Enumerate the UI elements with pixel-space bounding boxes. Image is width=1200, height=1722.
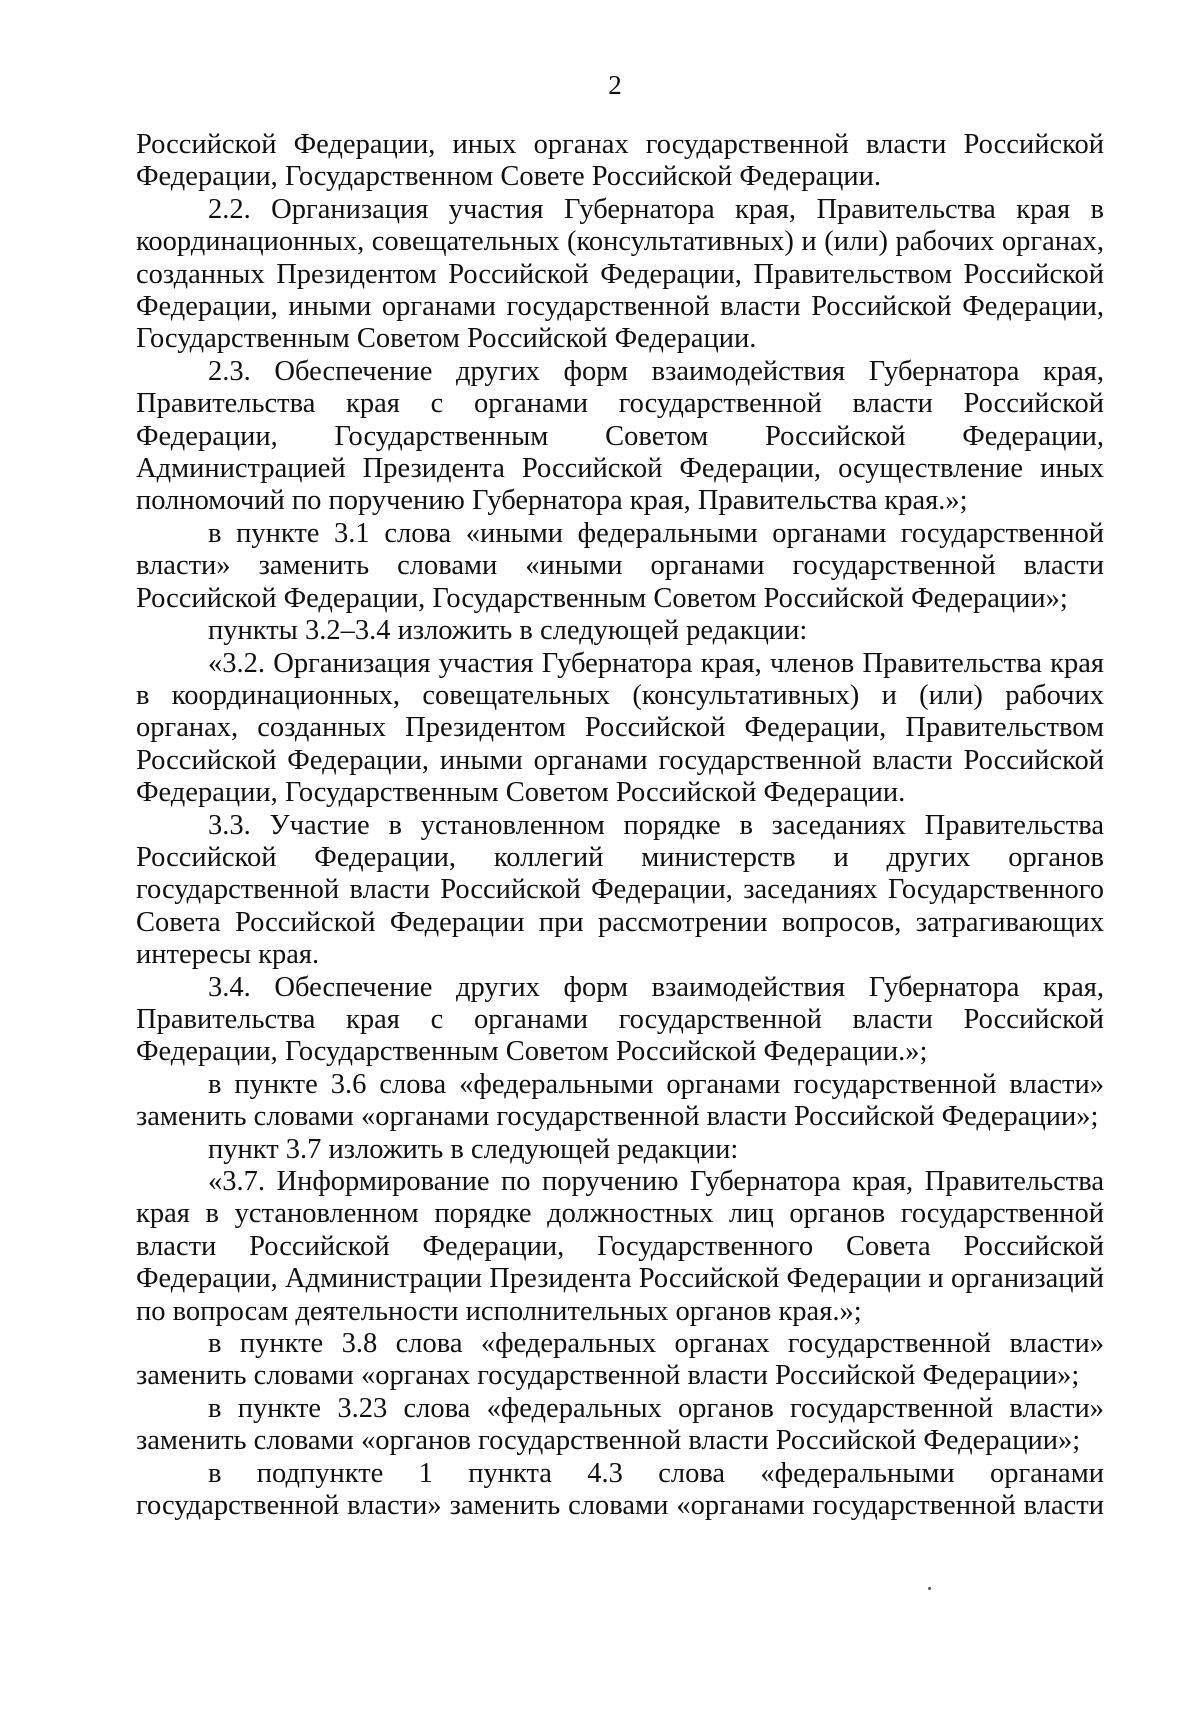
document-body bbox=[136, 129, 1104, 1522]
scan-speck bbox=[928, 1587, 931, 1590]
paragraph-item-3-6-amendment: в пункте 3.6 слова «федеральными органами государственной власти» заменить словами «органами государственной власти Российской Федерации»; bbox=[136, 1068, 1104, 1133]
paragraph-3-7: «3.7. Информирование по поручению Губернатора края, Правительства края в установленном порядке должностных лиц органов государственной власти Российской Федерации, Государственного Совета Российской Федерации, Администрации Президента Российской Федерации и организаций по вопросам деятельности исполнительных органов края.»; bbox=[136, 1166, 1104, 1327]
page-number: 2 bbox=[608, 70, 622, 100]
paragraph-3-2: «3.2. Организация участия Губернатора края, членов Правительства края в координационных, совещательных (консультативных) и (или) рабочих органах, созданных Президентом Российской Федерации, Правительством Российской Федерации, иными органами государственной власти Российской Федерации, Государственным Советом Российской Федерации. bbox=[136, 647, 1104, 809]
paragraph-subitem-4-3-amendment: в подпункте 1 пункта 4.3 слова «федеральными органами государственной власти» заменить словами «органами государственной власти bbox=[136, 1457, 1104, 1522]
paragraph-continuation: Российской Федерации, иных органах государственной власти Российской Федерации, Государственном Совете Российской Федерации. bbox=[136, 129, 1104, 193]
paragraph-item-3-7-intro: пункт 3.7 изложить в следующей редакции: bbox=[208, 1133, 739, 1165]
paragraph-3-4: 3.4. Обеспечение других форм взаимодействия Губернатора края, Правительства края с органами государственной власти Российской Федерации, Государственным Советом Российской Федерации.»; bbox=[136, 971, 1104, 1068]
paragraph-item-3-8-amendment: в пункте 3.8 слова «федеральных органах государственной власти» заменить словами «органах государственной власти Российской Федерации»; bbox=[136, 1328, 1104, 1392]
paragraph-2-2: 2.2. Организация участия Губернатора края, Правительства края в координационных, совещательных (консультативных) и (или) рабочих органах, созданных Президентом Российской Федерации, Правительством Российской Федерации, иными органами государственной власти Российской Федерации, Государственным Советом Российской Федерации. bbox=[136, 193, 1104, 355]
paragraph-3-3: 3.3. Участие в установленном порядке в заседаниях Правительства Российской Федерации, коллегий министерств и других органов государственной власти Российской Федерации, заседаниях Государственного Совета Российской Федерации при рассмотрении вопросов, затрагивающих интересы края. bbox=[136, 809, 1104, 971]
paragraph-item-3-1-amendment: в пункте 3.1 слова «иными федеральными органами государственной власти» заменить словами «иными органами государственной власти Российской Федерации, Государственным Советом Российской Федерации»; bbox=[136, 517, 1104, 614]
paragraph-2-3: 2.3. Обеспечение других форм взаимодействия Губернатора края, Правительства края с органами государственной власти Российской Федерации, Государственным Советом Российской Федерации, Администрацией Президента Российской Федерации, осуществление иных полномочий по поручению Губернатора края, Правительства края.»; bbox=[136, 355, 1104, 517]
paragraph-items-3-2-3-4-intro: пункты 3.2–3.4 изложить в следующей редакции: bbox=[208, 615, 808, 647]
paragraph-item-3-23-amendment: в пункте 3.23 слова «федеральных органов государственной власти» заменить словами «органов государственной власти Российской Федерации»; bbox=[136, 1392, 1104, 1457]
